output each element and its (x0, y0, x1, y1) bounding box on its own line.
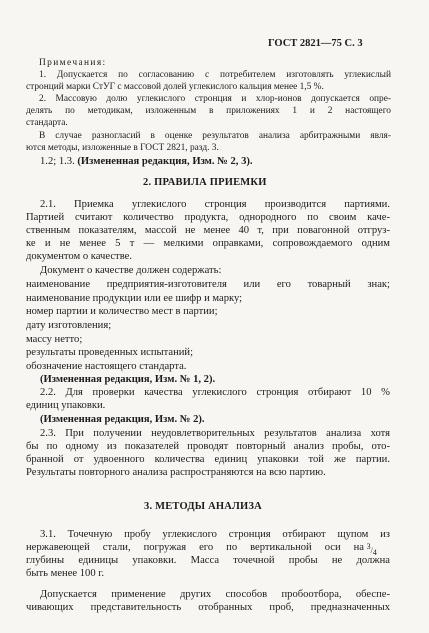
fraction-numerator: 3 (366, 542, 371, 551)
section-3-title: 3. МЕТОДЫ АНАЛИЗА (144, 501, 262, 512)
paragraph-line: единиц упаковки. (26, 400, 106, 411)
edition-note (40, 156, 253, 168)
paragraph-line: 2.3. При получении неудовлетворительных результатов анализа хотя (40, 428, 390, 439)
note-line: делять по методикам, изложенным в приложениях 1 и 2 настоящего (26, 106, 391, 116)
paragraph-line: Допускается применение других способов пробоотбора, обеспе- (40, 589, 390, 600)
edition-note-prefix: 1.2; 1.3. (40, 156, 75, 167)
doc-item: массу нетто; (26, 334, 83, 345)
edition-note-bold: (Измененная редакция, Изм. № 2). (40, 414, 205, 425)
paragraph-line: чивающих представительность отобранных проб, предназначенных (26, 602, 390, 613)
note-line: 1. Допускается по согласованию с потребителем изготовлять углекислый (39, 70, 391, 80)
paragraph-line: Результаты повторного анализа распространяются на всю партию. (26, 467, 326, 478)
doc-item: номер партии и количество мест в партии; (26, 306, 218, 317)
paragraph-line: 2.1. Приемка углекислого стронция производится партиями. (40, 199, 390, 210)
page-header: ГОСТ 2821—75 С. 3 (268, 38, 363, 49)
paragraph-line: ке и не менее 5 т — мелкими оправками, сопровождаемого одним (26, 238, 390, 249)
doc-item: дату изготовления; (26, 320, 112, 331)
doc-intro: Документ о качестве должен содержать: (40, 265, 222, 276)
paragraph-line: 2.2. Для проверки качества углекислого стронция отбирают 10 % (40, 387, 390, 398)
section-2-title: 2. ПРАВИЛА ПРИЕМКИ (143, 177, 267, 188)
paragraph-text: нержавеющей стали, погружая его по вертикальной оси на (26, 542, 364, 553)
note-line: В случае разногласий в оценке результатов анализа арбитражными явля- (39, 131, 391, 141)
paragraph-line: глубины единицы упаковки. Масса точечной пробы не должна (26, 555, 390, 566)
paragraph-line: 3.1. Точечную пробу углекислого стронция отбирают щупом из (40, 529, 390, 540)
doc-item: результаты проведенных испытаний; (26, 347, 194, 358)
edition-note (40, 374, 215, 386)
paragraph-line: Партией считают количество продукта, однородного по своим каче- (26, 212, 390, 223)
doc-item: наименование предприятия-изготовителя или его товарный знак; (26, 279, 390, 290)
doc-item: обозначение настоящего стандарта. (26, 361, 187, 372)
edition-note-bold: (Измененная редакция, Изм. № 2, 3). (77, 156, 253, 167)
paragraph-line: ственным показателям, массой не менее 40 т, при повагонной отгруз- (26, 225, 390, 236)
edition-note-bold: (Измененная редакция, Изм. № 1, 2). (40, 374, 216, 385)
paragraph-line: бранной от удвоенного количества единиц упаковки той же партии. (26, 454, 390, 465)
note-line: 2. Массовую долю углекислого стронция и хлор-ионов допускается опре- (39, 94, 391, 104)
edition-note (40, 414, 205, 426)
notes-heading: Примечания: (39, 58, 107, 68)
paragraph-line: документом о качестве. (26, 251, 132, 262)
note-line: стандарта. (26, 118, 68, 128)
note-line: ются методы, изложенные в ГОСТ 2821, разд. 3. (26, 143, 219, 153)
fraction-denominator: 4 (372, 548, 377, 557)
paragraph-line: бы по одному из показателей проводят повторный анализ пробы, ото- (26, 441, 390, 452)
note-line: стронций марки СтУГ с массовой долей углекислого кальция менее 1,5 %. (26, 82, 324, 92)
fraction-three-quarters: $^3/_4$ (366, 542, 377, 557)
doc-item: наименование продукции или ее шифр и марку; (26, 293, 243, 304)
paragraph-line: быть менее 100 г. (26, 568, 105, 579)
